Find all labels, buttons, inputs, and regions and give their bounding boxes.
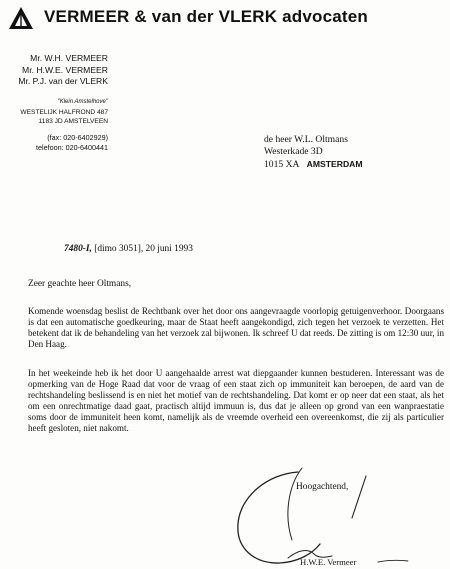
fax-number: (fax: 020-6402929) — [47, 133, 108, 142]
recipient-street: Westerkade 3D — [264, 146, 323, 157]
partner-name: Mr. H.W.E. VERMEER — [22, 64, 108, 75]
closing-greeting: Hoogachtend, — [296, 482, 349, 492]
phone-number: telefoon: 020-6400441 — [36, 143, 108, 152]
city-address: 1183 JD AMSTELVEEN — [38, 118, 108, 126]
sender-address — [0, 98, 108, 127]
reference-line — [64, 244, 444, 254]
salutation: Zeer geachte heer Oltmans, — [28, 279, 132, 289]
reference-code: 7480-I, — [64, 244, 92, 254]
reference-date: [dimo 3051], 20 juni 1993 — [91, 244, 193, 254]
signer-name: H.W.E. Vermeer — [300, 557, 357, 567]
partner-name: Mr. P.J. van der VLERK — [18, 76, 108, 86]
sender-contact — [0, 133, 108, 153]
body-paragraph: Komende woensdag beslist de Rechtbank over het door ons aangevraagde voorlopig getuigenverhoor. Doorgaans is dat een automatische goedkeuring, maar de Staat heeft aangekondigd, zich tegen het verzoek te verzetten. Het betekent dat ik de behandeling van het verzoek zal bijwonen. Ik schreef U dat reeds. De zitting is om 12:30 uur, in Den Haag. — [28, 306, 444, 349]
recipient-city-line — [264, 158, 444, 171]
recipient-address — [264, 134, 444, 171]
triangle-logo-icon — [8, 6, 34, 30]
street-address: WESTELIJK HALFROND 487 — [20, 108, 108, 116]
building-name: "Klein Amstelhove" — [57, 99, 108, 105]
partner-name: Mr. W.H. VERMEER — [30, 53, 108, 63]
handwritten-signature — [228, 466, 438, 566]
recipient-name: de heer W.L. Oltmans — [264, 134, 348, 145]
recipient-postcode: 1015 XA — [264, 159, 300, 170]
recipient-city: AMSTERDAM — [306, 159, 363, 169]
firm-name: VERMEER & van der VLERK advocaten — [44, 7, 369, 26]
body-paragraph: In het weekeinde heb ik het door U aangehaalde arrest wat diepgaander kunnen bestuderen. Interessant was de opmerking van de Hoge Raad dat voor de vraag of een staat zich op immuniteit kan beroepen, de aard van de rechtshandeling beslissend is en niet het motief van de rechtshandeling. Dat komt er op neer dat een staat, als het om een onrechtmatige daad gaat, practisch altijd immuun is, dus dat je alleen op grond van een wanpraestatie soms door de immuniteit heen komt, namelijk als de vreemde overheid een overeenkomst, die zij als particulier heeft gesloten, niet nakomt. — [28, 368, 444, 433]
partner-list — [0, 53, 108, 88]
